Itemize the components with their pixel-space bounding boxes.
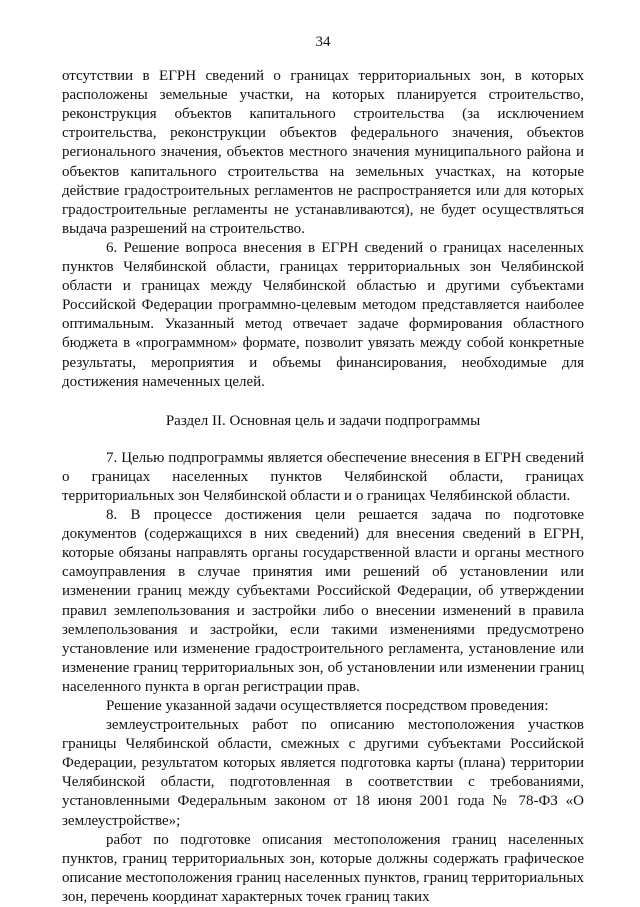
page-number: 34 — [315, 34, 331, 50]
paragraph-before-2: 6. Решение вопроса внесения в ЕГРН сведений о границах населенных пунктов Челябинской области, границах территориальных зон Челябинской области и границах между Челябинской областью и другими субъектами Российской Федерации программно-целевым методом представляется наиболее оптимальным. Указанный метод отвечает задаче формирования областного бюджета в «программном» формате, позволит увязать между собой конкретные результаты, мероприятия и объемы финансирования, необходимые для достижения намеченных целей. — [62, 239, 584, 390]
section-heading: Раздел II. Основная цель и задачи подпрограммы — [165, 412, 481, 429]
paragraph-after-4: землеустроительных работ по описанию местоположения участков границы Челябинской области, смежных с другими субъектами Российской Федерации, результатом которых является подготовка карты (плана) территории Челябинской области, подготовленная в соответствии с требованиями, установленными Федеральным законом от 18 июня 2001 года № 78-ФЗ «О землеустройстве»; — [62, 717, 584, 829]
paragraph-after-1: 7. Целью подпрограммы является обеспечение внесения в ЕГРН сведений о границах населенных пунктов Челябинской области, границах территориальных зон Челябинской области и о границах Челябинской области. — [62, 449, 584, 504]
paragraph-after-5: работ по подготовке описания местоположения границ населенных пунктов, границ территориальных зон, которые должны содержать графическое описание местоположения границ населенных пунктов, границ территориальных зон, перечень координат характерных точек границ таких — [62, 831, 584, 905]
paragraph-after-3: Решение указанной задачи осуществляется посредством проведения: — [106, 698, 549, 714]
paragraph-after-2: 8. В процессе достижения цели решается задача по подготовке документов (содержащихся в них сведений) для внесения сведений в ЕГРН, которые обязаны направлять органы государственной власти и органы местного самоуправления в случае принятия ими решений об установлении или изменении границ между субъектами Российской Федерации, об утверждении правил землепользования и застройки либо о внесении изменений в правила землепользования и застройки, если такими изменениями предусмотрено установление или изменение градостроительного регламента, установление или изменение границ территориальных зон, об установлении или изменении границ населенного пункта в орган регистрации прав. — [62, 507, 584, 695]
paragraph-before-1: отсутствии в ЕГРН сведений о границах территориальных зон, в которых расположены земельные участки, на которых планируется строительство, реконструкция объектов капитального строительства (за исключением строительства, реконструкции объектов федерального значения, объектов регионального значения, объектов местного значения муниципального района и объектов капитального строительства на земельных участках, на которые действие градостроительных регламентов не распространяется или для которых градостроительные регламенты не устанавливаются), не будет осуществляться выдача разрешений на строительство. — [62, 68, 584, 237]
